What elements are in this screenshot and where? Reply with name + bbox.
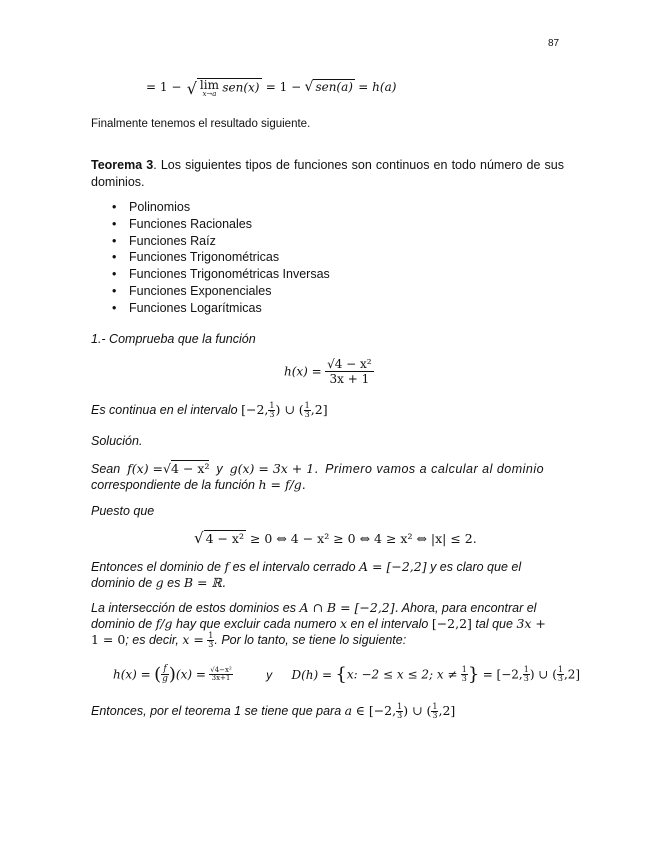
interval-part: ,2] xyxy=(563,667,581,682)
interval-part: ) ∪ ( xyxy=(403,703,432,718)
frac-den: 3 xyxy=(304,410,310,419)
list-item xyxy=(91,250,561,267)
list-item xyxy=(91,217,561,234)
g-var: g xyxy=(155,575,164,590)
D-lhs: D(h) = xyxy=(291,667,333,682)
list-item xyxy=(91,267,561,284)
sean-line xyxy=(91,461,564,476)
dominio-g-line xyxy=(91,575,226,590)
list-item xyxy=(91,284,561,301)
text: dominio de xyxy=(91,576,153,590)
interval xyxy=(241,402,327,417)
frac-num: 1 xyxy=(523,665,529,674)
lim-subscript: x→a xyxy=(202,90,217,98)
text: ; es decir, xyxy=(125,633,179,647)
frac-num: 1 xyxy=(461,665,467,674)
interval-part: ,2] xyxy=(310,402,328,417)
dominio-fg-line xyxy=(91,616,546,631)
domain-formula xyxy=(113,664,580,685)
list-item-label: Funciones Exponenciales xyxy=(129,283,272,298)
h-lhs: h(x) = xyxy=(113,667,151,682)
list-item-label: Polinomios xyxy=(129,200,191,214)
statement-text: Es continua en el intervalo xyxy=(91,403,238,417)
frac-num: √4−x² xyxy=(210,666,232,674)
interval-part: ∈ [−2, xyxy=(355,703,397,718)
text: correspondiente de la función xyxy=(91,478,256,492)
frac-num: f xyxy=(161,665,169,675)
frac-num: 1 xyxy=(208,631,214,641)
text: y es claro que el xyxy=(430,560,522,574)
h-fraction xyxy=(325,358,374,385)
sqrt-fraction xyxy=(209,667,233,682)
frac-den: 3x+1 xyxy=(211,674,231,682)
bullet: • xyxy=(112,216,117,231)
list-item xyxy=(91,301,561,318)
text: Entonces, por el teorema 1 se tiene que para xyxy=(91,704,342,718)
text: en el intervalo xyxy=(350,617,429,631)
h-formula xyxy=(284,358,374,385)
interval-part: ) ∪ ( xyxy=(529,667,557,682)
page-number: 87 xyxy=(548,38,560,49)
equation-part: 1 = 0 xyxy=(91,632,126,647)
frac-den: 3 xyxy=(557,674,563,683)
formula-part: = h(a) xyxy=(358,80,397,95)
interval-part: ,2] xyxy=(438,703,456,718)
theorem-label: Teorema 3 xyxy=(91,158,154,172)
text: . Por lo tanto, se tiene lo siguiente: xyxy=(214,633,407,647)
A-cap-B: A ∩ B = [−2,2]. xyxy=(299,600,399,615)
frac-num: 1 xyxy=(432,702,438,711)
frac-den: 3 xyxy=(208,640,214,650)
bullet: • xyxy=(112,300,117,315)
inequality-formula xyxy=(194,529,477,547)
list-item xyxy=(91,200,561,217)
paren: ) xyxy=(168,664,176,685)
text: hay que excluir cada numero xyxy=(175,617,337,631)
brace: } xyxy=(467,664,480,685)
one-third xyxy=(304,402,311,419)
one-third xyxy=(461,666,468,683)
continuity-statement xyxy=(91,402,328,419)
lim-operator: lim xyxy=(199,78,219,92)
bullet: • xyxy=(112,200,117,214)
A-interval: A = [−2,2] xyxy=(359,559,427,574)
list-item-label: Funciones Racionales xyxy=(129,216,252,231)
interval-part: [−2, xyxy=(241,402,269,417)
text: dominio de xyxy=(91,617,153,631)
entonces-line xyxy=(91,559,564,574)
inequality-chain: ≥ 0 ⇔ 4 − x² ≥ 0 ⇔ 4 ≥ x² ⇔ |x| ≤ 2. xyxy=(249,531,477,546)
interval-part: = [−2, xyxy=(482,667,523,682)
theorem1-conclusion xyxy=(91,703,455,720)
bullet: • xyxy=(112,283,117,298)
frac-num: 1 xyxy=(557,665,563,674)
text: es el intervalo cerrado xyxy=(232,560,356,574)
text: Entonces el dominio de xyxy=(91,560,221,574)
sqrt-sign: √ xyxy=(194,529,204,547)
text: y xyxy=(216,462,223,476)
text: y xyxy=(266,667,273,682)
frac-num: 1 xyxy=(269,401,275,410)
f-over-g: f/g xyxy=(155,616,173,631)
set-body: x: −2 ≤ x ≤ 2; x ≠ xyxy=(346,667,458,682)
function-types-list xyxy=(91,200,561,318)
text: tal que xyxy=(475,617,513,631)
theorem-paragraph xyxy=(91,157,564,191)
frac-num: 1 xyxy=(304,401,310,410)
sqrt-radicand xyxy=(197,78,263,98)
a-var: a xyxy=(344,703,353,718)
interseccion-line xyxy=(91,600,564,615)
h-numerator: √4 − x² xyxy=(327,357,372,371)
text: Primero vamos a calcular al dominio xyxy=(325,462,545,476)
sqrt-sign: √ xyxy=(163,461,172,476)
x-var: x xyxy=(339,616,348,631)
h-eq-f-over-g: h = f/g. xyxy=(258,477,306,492)
sen-x: sen(x) xyxy=(222,80,260,95)
text: Sean xyxy=(91,462,121,476)
theorem-text: . Los siguientes tipos de funciones son continuos en todo número de sus dominios. xyxy=(91,158,564,189)
list-item xyxy=(91,234,561,251)
frac-den: 3 xyxy=(397,711,403,720)
sqrt-sign: √ xyxy=(304,79,314,96)
brace: { xyxy=(335,664,347,685)
list-item-label: Funciones Trigonométricas Inversas xyxy=(129,267,330,282)
f-def: f(x) = xyxy=(127,461,164,476)
text: La intersección de estos dominios es xyxy=(91,601,296,615)
bullet: • xyxy=(112,250,117,265)
frac-den: g xyxy=(162,674,168,684)
g-def: g(x) = 3x + 1. xyxy=(229,461,319,476)
frac-den: 3 xyxy=(269,410,275,419)
bullet: • xyxy=(112,267,117,282)
of-x: (x) = xyxy=(175,667,206,682)
one-third xyxy=(523,666,530,683)
interval: [−2,2] xyxy=(431,616,472,631)
interval-part: ) ∪ ( xyxy=(275,402,304,417)
limit-formula xyxy=(146,78,396,98)
radicand: 4 − x² xyxy=(205,531,244,546)
text: es xyxy=(167,576,181,590)
solution-heading: Solución. xyxy=(91,434,143,448)
f-over-g-frac xyxy=(161,665,169,684)
list-item-label: Funciones Raíz xyxy=(129,233,216,248)
frac-den: 3 xyxy=(523,674,529,683)
sen-a: sen(a) xyxy=(315,80,353,95)
exercise-intro: 1.- Comprueba que la función xyxy=(91,332,256,346)
puesto-que: Puesto que xyxy=(91,504,155,518)
formula-part: = 1 − xyxy=(265,80,302,95)
formula-part: = 1 − xyxy=(146,80,182,95)
one-third xyxy=(557,666,564,683)
x-eq: x = xyxy=(182,632,204,647)
f-var: f xyxy=(224,559,230,574)
list-item-label: Funciones Logarítmicas xyxy=(129,300,262,315)
bullet: • xyxy=(112,233,117,248)
equation-line xyxy=(91,632,406,649)
equation-part: 3x + xyxy=(516,616,546,631)
frac-num: 1 xyxy=(397,702,403,711)
h-denominator: 3x + 1 xyxy=(329,372,370,386)
interval xyxy=(356,703,456,718)
paren: ( xyxy=(154,664,162,685)
text: Ahora, para encontrar el xyxy=(401,601,537,615)
final-result-line: Finalmente tenemos el resultado siguiente. xyxy=(91,118,311,130)
correspondiente-line xyxy=(91,477,306,492)
sqrt-sign: √ xyxy=(186,78,197,98)
f-radicand: 4 − x² xyxy=(171,461,210,476)
list-item-label: Funciones Trigonométricas xyxy=(129,250,280,265)
h-lhs: h(x) = xyxy=(284,364,322,379)
B-set: B = ℝ. xyxy=(183,575,226,590)
frac-den: 3 xyxy=(432,711,438,720)
frac-den: 3 xyxy=(461,674,467,683)
